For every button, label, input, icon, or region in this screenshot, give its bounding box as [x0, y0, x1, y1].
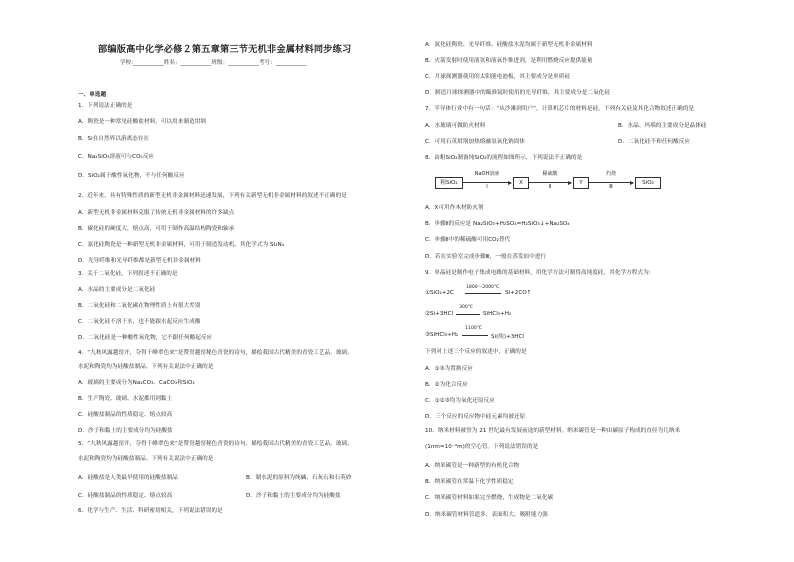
flow-arrow-3: [589, 182, 633, 183]
flow-end-box: SiO₂: [635, 177, 661, 189]
q4-option-a: A．玻璃的主要成分为Na₂CO₃、CaCO₃和SiO₂: [78, 380, 195, 386]
q8-option-b: B．步骤Ⅱ的反应是 Na₂SiO₃+H₂SO₄=H₂SiO₃↓+Na₂SO₄: [425, 221, 570, 227]
q5-option-d: D．沙子和黏土的主要成分均为硅酸盐: [246, 493, 341, 499]
reaction-2-condition: 300℃: [459, 305, 473, 310]
q8-option-a: A．X可用作木材防火剂: [425, 205, 484, 211]
reaction-1-products: Si+2CO↑: [505, 290, 532, 296]
q6-option-c: C．月球探测器使用的太阳能电池板，其主要成分是单质硅: [425, 74, 571, 80]
q8-option-d: D．若在实验室完成步骤Ⅲ，一般在蒸发皿中进行: [425, 254, 547, 260]
reaction-3-arrow: [462, 335, 488, 336]
q6-option-d: D．制造月球探测器中的瞄准镜时使用的光导纤维，其主要成分是二氧化硅: [425, 90, 610, 96]
q9-option-d: D．三个反应的反应物中硅元素均被还原: [425, 414, 526, 420]
reaction-3-reactants: ③SiHCl₃+H₂: [425, 332, 459, 338]
question-9-stem: 9．单晶硅是制作电子集成电路的基础材料，用化学方法可制得高纯度硅，其化学方程式为:: [425, 270, 651, 276]
student-info-line: 学校:___________姓名：___________班级：___________考号：___________: [120, 60, 307, 66]
q3-option-c: C．二氧化硅不溶于水，也不能跟水起反应生成酸: [78, 319, 201, 325]
flow-step1-reagent: NaOH溶液: [474, 171, 500, 177]
q10-option-d: D．纳米碳管材料管道多，表面积大，吸附能力强: [425, 512, 548, 518]
reaction-3-products: Si(纯)+3HCl: [491, 334, 524, 340]
reaction-2-arrow: [456, 314, 480, 315]
q8-option-c: C．步骤Ⅱ中的稀硫酸可用CO₂替代: [425, 237, 511, 243]
q10-option-b: B．纳米碳管在常温下化学性质稳定: [425, 479, 514, 485]
flow-start-box: 粗SiO₂: [435, 177, 463, 189]
question-6-stem: 6．化学与生产、生活、科研密切相关。下列说法错误的是: [78, 508, 223, 514]
reaction-1-reactants: ①SiO₂+2C: [425, 290, 454, 296]
q4-option-b: B．生产陶瓷、玻璃、水泥都用到黏土: [78, 396, 173, 402]
question-5-stem-1: 5．“九秋风露越窑开，夺得千峰翠色来”是赞誉越窑秘色青瓷的诗句，描绘我国古代精美的青瓷工艺品。玻璃、: [78, 441, 353, 447]
q6-option-a: A．氮化硅陶瓷、光导纤维、硅酸盐水泥均属于新型无机非金属材料: [425, 42, 593, 48]
question-4-stem-2: 水泥和陶瓷均为硅酸盐制品。下列有关说法中正确的是: [78, 364, 214, 370]
q5-option-b: B．制水泥的原料为纯碱、石灰石和石英砂: [246, 475, 352, 481]
q7-option-d: D．二氧化硅不和任何酸反应: [618, 139, 691, 145]
section-heading: 一、单选题: [78, 92, 107, 98]
q1-option-b: B．Si在自然界以游离态存在: [78, 136, 150, 142]
flow-step2-number: Ⅱ: [548, 184, 552, 190]
reaction-2-products: SiHCl₃+H₂: [483, 311, 512, 317]
q3-option-d: D．二氧化硅是一种酸性氧化物，它不跟任何酸起反应: [78, 335, 213, 341]
q6-option-b: B．火箭发射时使用液氢和液氧作推进剂，是利用燃烧反应提供能量: [425, 58, 593, 64]
flow-y-box: Y: [573, 177, 589, 189]
q2-option-d: D．光导纤维和光导纤维都是新型无机非金属材料: [78, 258, 201, 264]
question-8-stem: 8．由粗SiO₂制备纯SiO₂的流程如图所示，下列说法不正确的是: [425, 155, 583, 161]
reaction-1-arrow: [465, 293, 501, 294]
flow-arrow-2: [529, 182, 571, 183]
q1-option-a: A．陶瓷是一种常见硅酸盐材料，可以用来制造坩埚: [78, 119, 207, 125]
reaction-3-condition: 1100℃: [465, 326, 482, 331]
q9-option-c: C．①②③均为氧化还原反应: [425, 398, 495, 404]
flow-step3-reagent: 灼烧: [605, 171, 616, 177]
reaction-3: [425, 326, 524, 340]
q2-option-c: C．氮化硅陶瓷是一种新型无机非金属材料，可用于制造发动机，其化学式为 Si₃N₄: [78, 242, 285, 248]
question-4-stem-1: 4．“九秋风露越窑开，夺得千峰翠色来”是赞誉越窑秘色青瓷的诗句，描绘我国古代精美的青瓷工艺品。玻璃、: [78, 350, 353, 356]
q7-option-b: B．水晶、玛瑙的主要成分是晶体硅: [618, 123, 707, 129]
q9-option-a: A．①③为置换反应: [425, 366, 473, 372]
question-10-stem-1: 10．纳米材料被誉为 21 世纪最有发展前途的新型材料。纳米碳管是一种由碳原子构成的直径为几纳米: [425, 428, 681, 434]
reaction-2-reactants: ②Si+3HCl: [425, 311, 454, 317]
question-10-stem-2: (1nm=10⁻⁹m)的空心管。下列说法错误的是: [425, 444, 539, 450]
reaction-1: [425, 285, 532, 296]
q3-option-a: A．水晶的主要成分是二氧化硅: [78, 287, 156, 293]
q1-option-d: D．SiO₂属于酸性氧化物，不与任何酸反应: [78, 173, 185, 179]
flow-step1-number: Ⅰ: [486, 184, 488, 190]
q7-option-c: C．可用石英坩埚加热熔融氢氧化钠固体: [425, 139, 525, 145]
q4-option-d: D．沙子和黏土的主要成分均为硅酸盐: [78, 428, 173, 434]
flow-x-box: X: [513, 177, 529, 189]
q2-option-b: B．碳化硅的硬度大，熔点高，可用于制作高温结构陶瓷和轴承: [78, 226, 235, 232]
q9-option-b: B．②为化合反应: [425, 382, 468, 388]
question-2-stem: 2．近年来，具有特殊性质的新型无机非金属材料迅速发展，下列有关新型无机非金属材料的叙述不正确的是: [78, 193, 347, 199]
question-9-prompt: 下列对上述三个反应的叙述中，正确的是: [425, 349, 527, 355]
q10-option-c: C．纳米碳管材料如果完全燃烧，生成物是二氧化碳: [425, 495, 554, 501]
q7-option-a: A．水玻璃可做防火材料: [425, 123, 486, 129]
q10-option-a: A．纳米碳管是一种新型的有机化合物: [425, 463, 520, 469]
q1-option-c: C．Na₂SiO₃溶液可与CO₂反应: [78, 154, 155, 160]
question-1-stem: 1．下列说法正确的是: [78, 103, 133, 109]
page-title: 部编版高中化学必修２第五章第三节无机非金属材料同步练习: [98, 44, 352, 55]
q5-option-c: C．硅酸盐制品的性质稳定、熔点较高: [78, 493, 173, 499]
q4-option-c: C．硅酸盐制品的性质稳定、熔点较高: [78, 412, 173, 418]
question-7-stem: 7．半导体行业中有一句话：“从沙滩到用户”，计算机芯片的材料是硅，下列有关硅及其化合物叙述正确的是: [425, 106, 695, 112]
reaction-1-condition: 1800～2000℃: [466, 285, 500, 290]
question-3-stem: 3．关于二氧化硅，下列叙述不正确的是: [78, 271, 178, 277]
q2-option-a: A．新型无机非金属材料克服了传统无机非金属材料的许多缺点: [78, 210, 235, 216]
q5-option-a: A．硅酸盐是人类最早使用的硅酸盐制品: [78, 475, 178, 481]
q3-option-b: B．二氧化硅和二氧化碳在物理性质上有很大差别: [78, 303, 201, 309]
reaction-2: [425, 305, 512, 317]
question-5-stem-2: 水泥和陶瓷均为硅酸盐制品。下列有关说法中正确的是: [78, 456, 214, 462]
flow-step2-reagent: 稀硫酸: [542, 171, 558, 177]
flow-step3-number: Ⅲ: [609, 184, 613, 190]
process-flow-diagram: [435, 172, 735, 194]
flow-arrow-1: [463, 182, 511, 183]
